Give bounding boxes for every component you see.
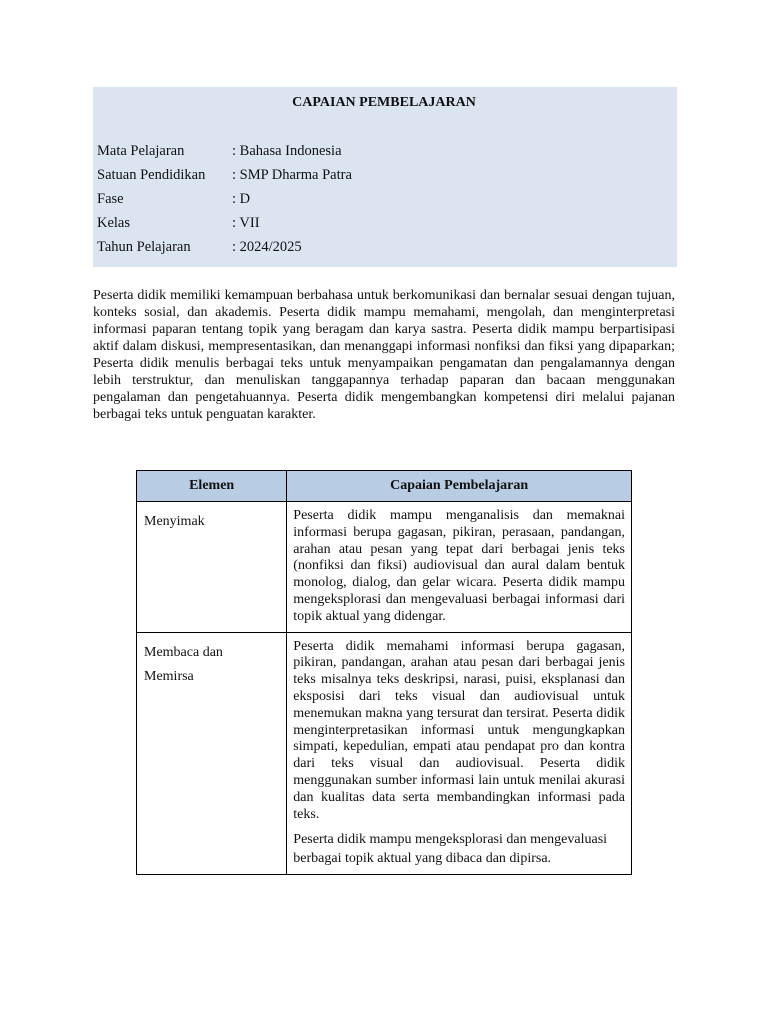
page-title: CAPAIAN PEMBELAJARAN [292, 95, 476, 110]
description-cell [287, 632, 632, 875]
description-paragraph: Peserta didik mampu mengeksplorasi dan mengevaluasi berbagai topik aktual yang dibaca dan dipirsa. [293, 832, 608, 867]
info-row-fase [97, 189, 250, 209]
info-row-kelas [97, 213, 260, 233]
info-label: Fase [97, 191, 124, 207]
intro-paragraph: Peserta didik memiliki kemampuan berbahasa untuk berkomunikasi dan bernalar sesuai dengan tujuan, konteks sosial, dan akademis. Peserta didik mampu memahami, mengolah, dan menginterpretasi informasi paparan tentang topik yang beragam dan karya sastra. Peserta didik mampu berpartisipasi aktif dalam diskusi, mempresentasikan, dan menanggapi informasi nonfiksi dan fiksi yang dipaparkan; Peserta didik menulis berbagai teks untuk menyampaikan pengamatan dan pengalamannya dengan lebih terstruktur, dan menuliskan tanggapannya terhadap paparan dan bacaan menggunakan pengalaman dan pengetahuannya. Peserta didik mengembangkan kompetensi diri melalui pajanan berbagai teks untuk penguatan karakter. [93, 288, 675, 422]
info-label: Satuan Pendidikan [97, 167, 206, 183]
info-value: : SMP Dharma Patra [232, 167, 352, 183]
column-header-capaian: Capaian Pembelajaran [287, 471, 632, 502]
info-value: : D [232, 191, 251, 207]
info-label: Kelas [97, 215, 131, 231]
capaian-table [136, 470, 632, 875]
table-row [137, 632, 632, 875]
element-name-line2: Memirsa [144, 668, 194, 684]
description-paragraph: Peserta didik memahami informasi berupa gagasan, pikiran, pandangan, arahan atau pesan dari berbagai jenis teks misalnya teks deskripsi, narasi, puisi, eksplanasi dan eksposisi dari teks visual dan audiovisual untuk menemukan makna yang tersurat dan tersirat. Peserta didik menginterpretasikan informasi untuk mengungkapkan simpati, kepedulian, empati atau pendapat pro dan kontra dari teks visual dan audiovisual. Peserta didik menggunakan sumber informasi lain untuk menilai akurasi dan kualitas data serta membandingkan informasi pada teks. [293, 638, 625, 822]
info-value: : 2024/2025 [232, 239, 302, 255]
element-name: Membaca dan [144, 644, 223, 660]
info-row-mata-pelajaran [97, 141, 342, 161]
info-value: : Bahasa Indonesia [232, 143, 342, 159]
description-cell [287, 502, 632, 633]
info-value: : VII [232, 215, 260, 231]
column-header-elemen: Elemen [137, 471, 287, 502]
info-label: Mata Pelajaran [97, 143, 185, 159]
table-header-row [137, 471, 632, 502]
table-row [137, 502, 632, 633]
element-cell [137, 502, 287, 633]
info-label: Tahun Pelajaran [97, 239, 191, 255]
element-name: Menyimak [144, 514, 205, 529]
element-cell [137, 632, 287, 875]
description-paragraph: Peserta didik mampu menganalisis dan memaknai informasi berupa gagasan, pikiran, perasaan, pandangan, arahan atau pesan yang tepat dari berbagai jenis teks (nonfiksi dan fiksi) audiovisual dan aural dalam bentuk monolog, dialog, dan gelar wicara. Peserta didik mampu mengeksplorasi dan mengevaluasi berbagai informasi dari topik aktual yang didengar. [293, 508, 625, 624]
info-row-satuan-pendidikan [97, 165, 352, 185]
info-row-tahun-pelajaran [97, 237, 302, 257]
